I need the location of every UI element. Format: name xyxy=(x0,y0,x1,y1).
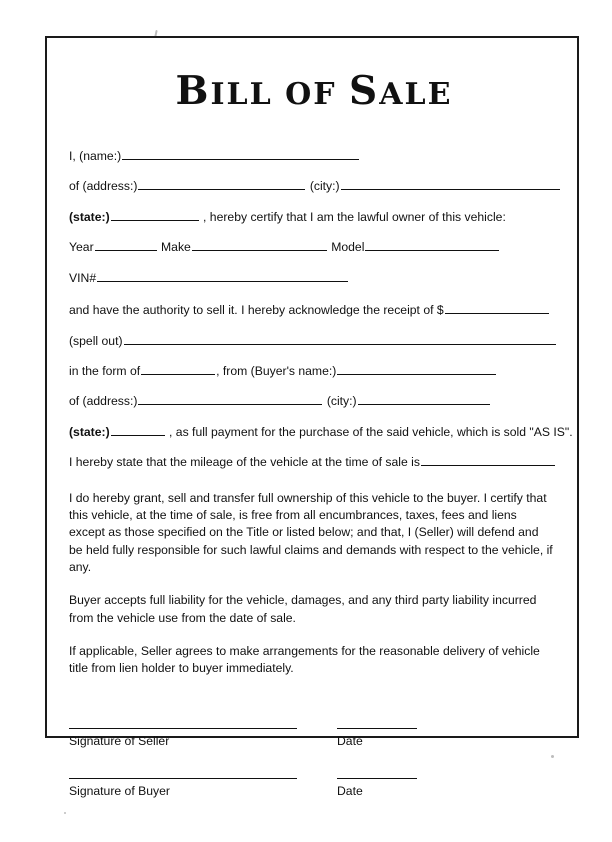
clause-buyer-liability: Buyer accepts full liability for the vehicle, damages, and any third party liability incurred from the vehicle use from the date of sale. xyxy=(69,593,537,625)
model-input-line[interactable] xyxy=(365,238,499,251)
title-part-3: OF xyxy=(272,77,350,112)
model-label: Model xyxy=(331,240,365,255)
from-buyer-label: , from (Buyer's name:) xyxy=(216,363,337,378)
title-part-2: ILL xyxy=(210,77,273,112)
field-row-vehicle xyxy=(69,238,559,254)
spell-out-label: (spell out) xyxy=(69,333,123,348)
seller-signature-label: Signature of Seller xyxy=(69,733,170,748)
make-label: Make xyxy=(161,240,191,255)
field-row-receipt xyxy=(69,301,559,317)
field-row-mileage xyxy=(69,453,559,469)
spell-out-input-line[interactable] xyxy=(124,332,556,345)
field-row-vin xyxy=(69,269,559,285)
document-content xyxy=(69,38,573,798)
address-input-line[interactable] xyxy=(138,177,305,190)
full-payment-text: , as full payment for the purchase of the said vehicle, which is sold "AS IS". xyxy=(169,424,573,439)
signature-block-seller xyxy=(69,728,559,748)
make-input-line[interactable] xyxy=(192,238,327,251)
buyer-signature-label: Signature of Buyer xyxy=(69,783,170,798)
mileage-input-line[interactable] xyxy=(421,453,555,466)
signature-labels-seller xyxy=(69,729,559,748)
signature-block-buyer xyxy=(69,778,559,798)
field-row-payment-form xyxy=(69,362,559,378)
buyer-city-input-line[interactable] xyxy=(358,392,490,405)
state-input-line[interactable] xyxy=(111,208,199,221)
year-input-line[interactable] xyxy=(95,238,157,251)
field-row-address-city xyxy=(69,177,559,193)
payment-form-input-line[interactable] xyxy=(141,362,215,375)
field-row-state-certify xyxy=(69,208,559,224)
seller-date-label: Date xyxy=(337,733,363,748)
mileage-text: I hereby state that the mileage of the vehicle at the time of sale is xyxy=(69,455,420,470)
name-label: I, (name:) xyxy=(69,149,122,163)
title-part-5: ALE xyxy=(379,77,453,112)
in-the-form-of-label: in the form of xyxy=(69,363,141,378)
state-label: (state:) xyxy=(69,209,110,224)
clause-title-delivery: If applicable, Seller agrees to make arrangements for the reasonable delivery of vehicle title from lien holder to buyer immediately. xyxy=(69,643,540,676)
city-label: (city:) xyxy=(309,179,340,194)
buyer-name-input-line[interactable] xyxy=(337,362,496,375)
year-label: Year xyxy=(69,240,94,255)
field-row-name xyxy=(69,147,559,163)
city-input-line[interactable] xyxy=(341,177,560,190)
document-border xyxy=(45,36,579,798)
scan-artifact-mark xyxy=(64,812,66,814)
city-label-2: (city:) xyxy=(326,394,357,409)
vin-label: VIN# xyxy=(69,270,97,285)
field-row-buyer-address-city xyxy=(69,392,559,408)
address-label-2: of (address:) xyxy=(69,394,138,409)
buyer-state-input-line[interactable] xyxy=(111,423,165,436)
title-part-4: S xyxy=(349,68,380,114)
address-label: of (address:) xyxy=(69,179,138,194)
buyer-address-input-line[interactable] xyxy=(138,392,322,405)
field-row-spell-out xyxy=(69,332,559,348)
buyer-date-label: Date xyxy=(337,783,363,798)
amount-input-line[interactable] xyxy=(445,301,549,314)
name-input-line[interactable] xyxy=(122,147,359,160)
title-part-1: B xyxy=(175,68,211,114)
signature-labels-buyer xyxy=(69,779,559,798)
state-label-2: (state:) xyxy=(69,424,110,439)
clause-ownership-transfer: I do hereby grant, sell and transfer full ownership of this vehicle to the buyer. I certify that this vehicle, at the time of sale, is free from all encumbrances, taxes, fees and liens except as those specified on the Title or listed below; and that, I (Seller) will defend and be held fully responsible for such lawful claims and demands with respect to the vehicle, if any. xyxy=(69,490,553,574)
field-row-buyer-state xyxy=(69,423,573,439)
certify-text: , hereby certify that I am the lawful owner of this vehicle: xyxy=(203,209,506,224)
authority-text: and have the authority to sell it. I hereby acknowledge the receipt of $ xyxy=(69,303,444,318)
vin-input-line[interactable] xyxy=(97,269,348,282)
page-title xyxy=(69,68,559,114)
